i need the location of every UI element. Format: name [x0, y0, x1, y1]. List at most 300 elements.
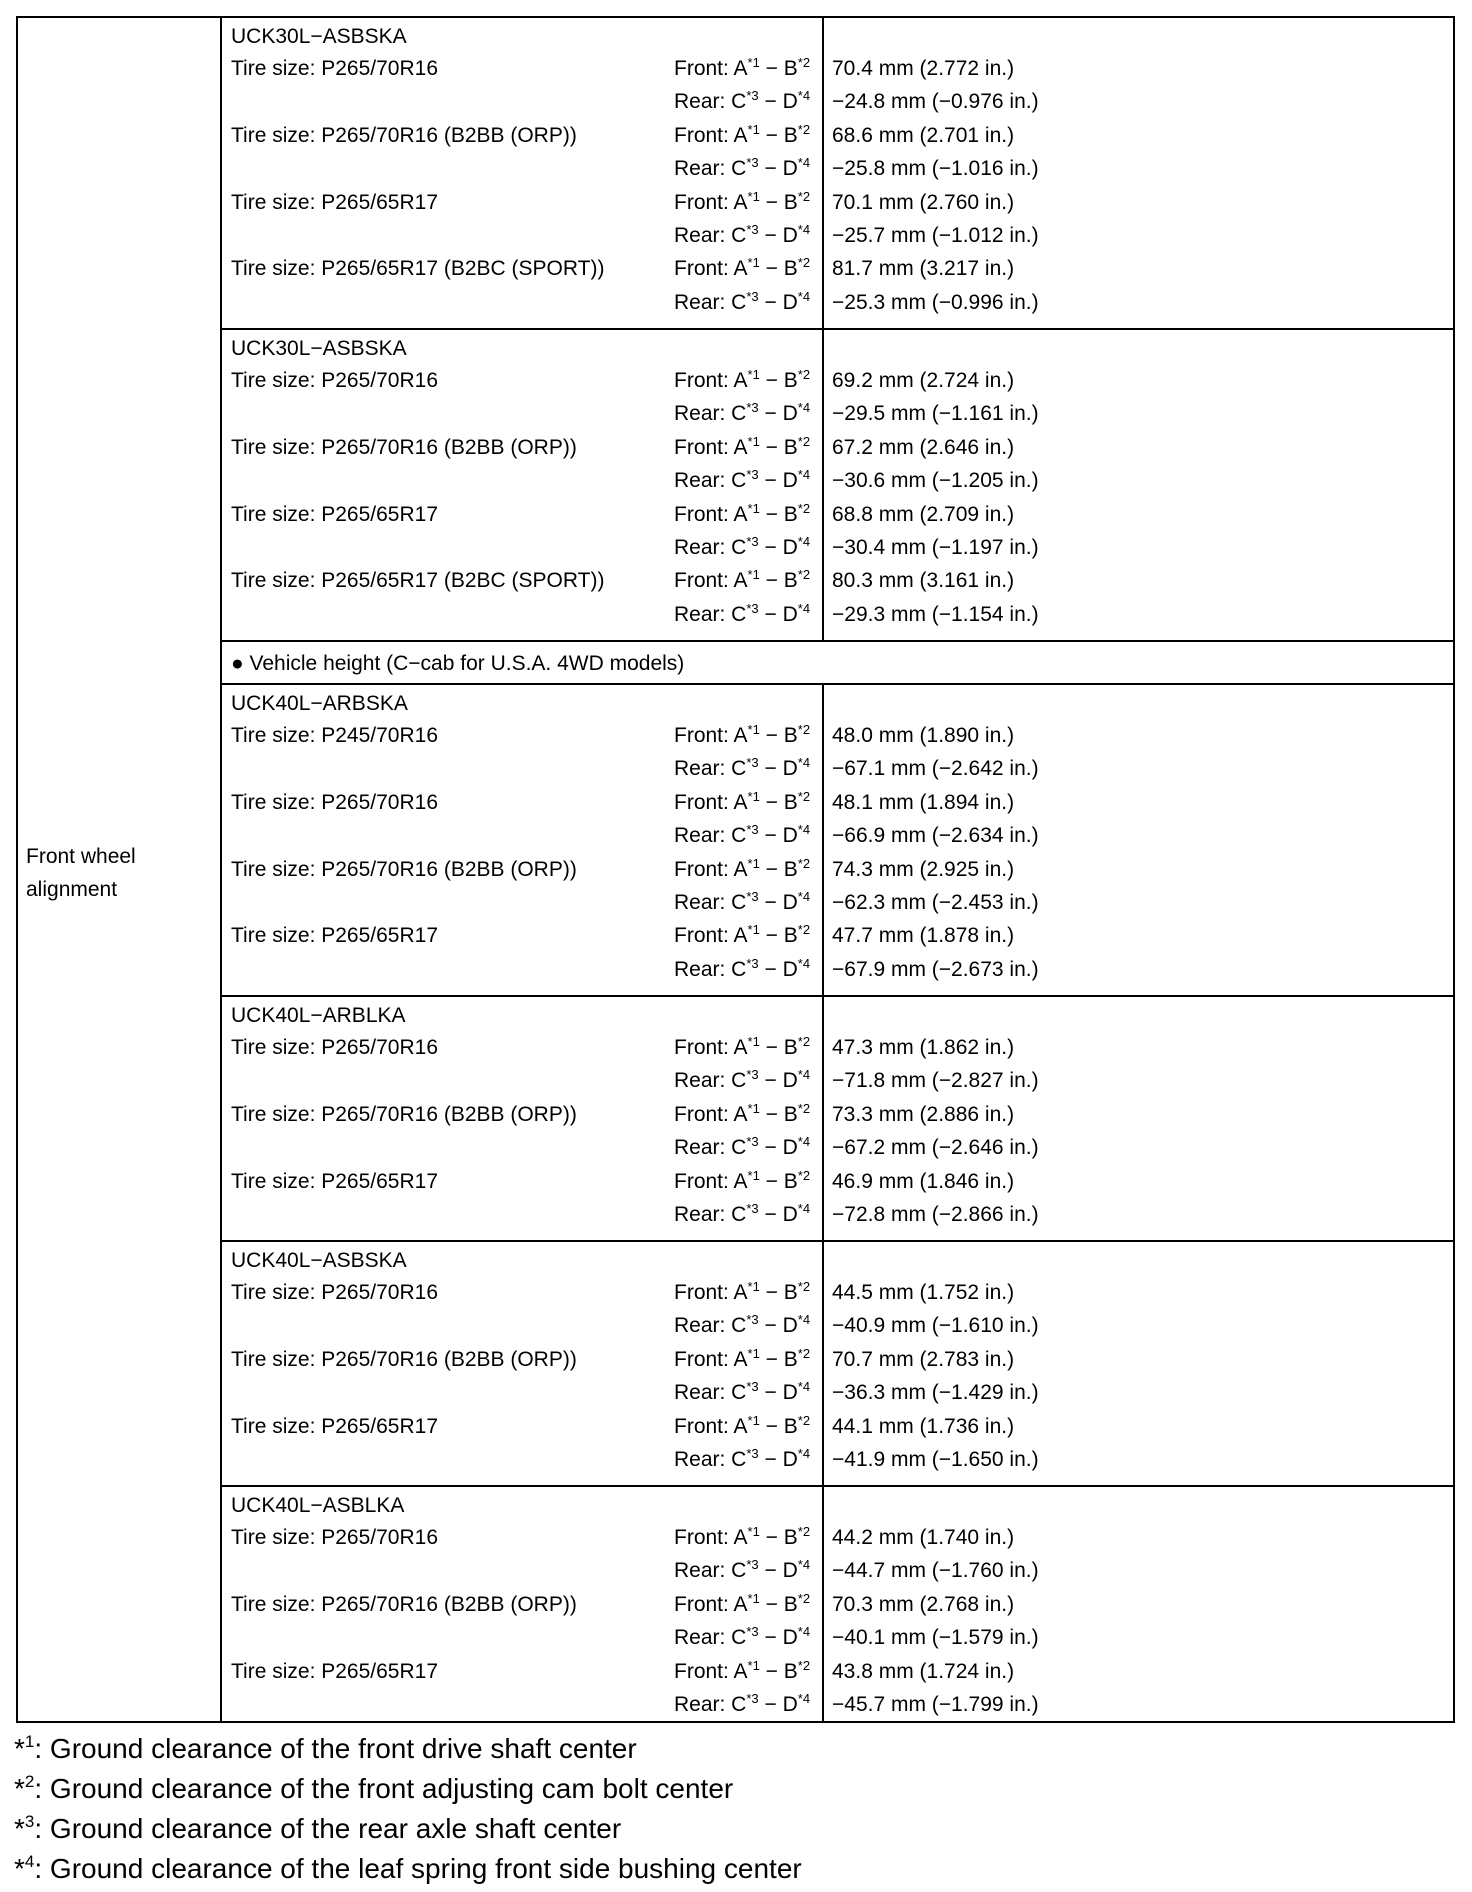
front-value: 81.7 mm (3.217 in.) [832, 257, 1015, 281]
front-position-label [674, 189, 810, 219]
model-code: UCK40L−ARBLKA [231, 1004, 406, 1027]
rear-position-label [674, 88, 810, 118]
label-mid: − D [758, 757, 798, 781]
front-position-label [674, 255, 810, 285]
tire-size: Tire size: P245/70R16 [231, 724, 438, 747]
tire-size: Tire size: P265/65R17 (B2BC (SPORT)) [231, 257, 605, 281]
rear-position-label [674, 289, 810, 319]
footnote-ref: *1 [747, 367, 760, 382]
tire-size: Tire size: P265/70R16 [231, 790, 438, 814]
front-position-label [674, 856, 810, 886]
model-code: UCK40L−ARBSKA [231, 692, 408, 715]
rear-position-label [674, 155, 810, 185]
footnote-ref: *2 [797, 1279, 811, 1294]
label-prefix: Rear: C [674, 1693, 747, 1716]
label-mid: − B [759, 1169, 798, 1193]
label-mid: − D [758, 1203, 798, 1226]
tire-size: Tire size: P265/65R17 [231, 502, 438, 526]
footnote-ref: *3 [746, 88, 759, 104]
rear-value: −36.3 mm (−1.429 in.) [832, 1381, 1039, 1405]
label-prefix: Rear: C [674, 824, 747, 848]
section-heading-row [222, 642, 1453, 685]
alignment-table [16, 16, 1455, 1723]
footnote-ref: *2 [797, 1034, 811, 1049]
footnote-ref: *3 [746, 1201, 759, 1216]
label-prefix: Front: A [674, 190, 748, 214]
label-prefix: Rear: C [674, 90, 747, 114]
label-prefix: Front: A [674, 369, 748, 392]
footnote-ref: *3 [746, 288, 759, 304]
label-mid: − B [759, 369, 798, 392]
tire-size: Tire size: P265/65R17 [231, 1659, 438, 1683]
front-value: 47.3 mm (1.862 in.) [832, 1036, 1015, 1059]
footnote-text: : Ground clearance of the front drive shaft center [34, 1733, 637, 1764]
label-mid: − B [759, 569, 798, 593]
footnote-ref: *4 [797, 1134, 811, 1150]
footnote-text: : Ground clearance of the front adjusting cam bolt center [34, 1773, 734, 1804]
footnote-ref: *4 [797, 88, 811, 104]
footnote-mark: * [14, 1733, 25, 1764]
label-mid: − D [758, 157, 798, 181]
rear-position-label [674, 1691, 810, 1721]
front-position-label [674, 434, 810, 464]
footnote-ref: *2 [797, 567, 811, 583]
tire-size: Tire size: P265/70R16 (B2BB (ORP)) [231, 435, 577, 459]
model-group [222, 1487, 1453, 1721]
footnote-ref: *3 [746, 955, 759, 971]
footnote-ref: *3 [746, 1067, 759, 1083]
front-position-label [674, 122, 810, 152]
footnote-ref: *1 [747, 1345, 760, 1361]
label-prefix: Rear: C [674, 402, 747, 426]
label-mid: − D [758, 1448, 798, 1471]
label-mid: − B [759, 257, 798, 281]
model-group [222, 1242, 1453, 1487]
label-mid: − B [759, 790, 798, 814]
label-mid: − B [759, 1102, 798, 1126]
rear-value: −25.3 mm (−0.996 in.) [832, 290, 1039, 314]
tire-size: Tire size: P265/70R16 (B2BB (ORP)) [231, 1592, 577, 1616]
footnote-ref: *1 [747, 500, 760, 516]
label-prefix: Front: A [674, 1592, 748, 1616]
front-position-label [674, 1346, 810, 1376]
tire-size: Tire size: P265/65R17 (B2BC (SPORT)) [231, 569, 605, 593]
row-label [26, 840, 136, 906]
label-prefix: Front: A [674, 435, 748, 459]
footnote-ref: *1 [747, 1167, 760, 1183]
footnote-text: : Ground clearance of the leaf spring front side bushing center [34, 1853, 802, 1884]
footnote-mark: * [14, 1773, 25, 1804]
rear-position-label [674, 1624, 810, 1654]
rear-position-label [674, 534, 810, 564]
rear-value: −67.1 mm (−2.642 in.) [832, 757, 1039, 781]
footnote-ref: *2 [797, 922, 811, 938]
rear-position-label [674, 1557, 810, 1587]
label-prefix: Rear: C [674, 1136, 747, 1160]
front-position-label [674, 367, 810, 397]
label-prefix: Front: A [674, 1526, 748, 1549]
footnote-ref: *4 [797, 600, 811, 616]
row-label-line: alignment [26, 878, 118, 901]
rear-position-label [674, 822, 810, 852]
rear-value: −72.8 mm (−2.866 in.) [832, 1203, 1039, 1226]
label-mid: − B [759, 1659, 798, 1683]
footnote-ref: *1 [747, 1412, 760, 1428]
rear-position-label [674, 1067, 810, 1097]
rear-position-label [674, 467, 810, 497]
label-mid: − D [758, 224, 798, 247]
label-mid: − D [758, 1069, 798, 1093]
label-prefix: Front: A [674, 724, 748, 747]
tire-size: Tire size: P265/70R16 [231, 1281, 438, 1304]
rear-position-label [674, 400, 810, 430]
front-value: 44.2 mm (1.740 in.) [832, 1526, 1015, 1549]
front-value: 48.0 mm (1.890 in.) [832, 724, 1015, 747]
footnote-ref: *1 [747, 855, 760, 871]
footnote-ref: *3 [746, 1691, 759, 1706]
label-prefix: Rear: C [674, 1626, 747, 1650]
label-mid: − D [758, 1314, 798, 1338]
tire-size: Tire size: P265/70R16 (B2BB (ORP)) [231, 1102, 577, 1126]
footnote-ref: *1 [747, 922, 760, 938]
label-prefix: Front: A [674, 1281, 748, 1304]
footnote-ref: *4 [797, 889, 811, 904]
front-position-label [674, 501, 810, 531]
footnote-ref: *2 [797, 1590, 811, 1606]
front-value: 74.3 mm (2.925 in.) [832, 857, 1015, 881]
label-mid: − B [759, 724, 798, 747]
rear-value: −29.3 mm (−1.154 in.) [832, 602, 1039, 626]
footnote-ref: *3 [746, 889, 759, 904]
footnote-ref: *2 [797, 433, 811, 449]
label-mid: − B [759, 435, 798, 459]
rear-value: −40.1 mm (−1.579 in.) [832, 1626, 1039, 1650]
column-divider [822, 18, 824, 328]
model-code: UCK40L−ASBSKA [231, 1249, 407, 1272]
label-mid: − B [759, 1036, 798, 1059]
footnote-ref: *1 [747, 1524, 760, 1539]
footnote-ref: *1 [747, 188, 760, 204]
rear-position-label [674, 889, 810, 919]
footnote-ref: *4 [797, 1691, 811, 1706]
front-value: 68.8 mm (2.709 in.) [832, 502, 1015, 526]
footnote-ref: *1 [747, 788, 760, 804]
model-group [222, 330, 1453, 642]
footnote-number: 2 [24, 1772, 35, 1791]
rear-value: −44.7 mm (−1.760 in.) [832, 1559, 1039, 1583]
rear-position-label [674, 1134, 810, 1164]
footnote-ref: *3 [746, 1134, 759, 1150]
row-label-line: Front wheel [26, 845, 136, 868]
label-prefix: Front: A [674, 1659, 748, 1683]
footnote-mark: * [14, 1813, 25, 1844]
footnote-ref: *3 [746, 1557, 759, 1573]
front-position-label [674, 789, 810, 819]
rear-value: −29.5 mm (−1.161 in.) [832, 402, 1039, 426]
column-divider [822, 1242, 824, 1485]
front-position-label [674, 55, 810, 85]
label-mid: − D [758, 891, 798, 914]
rear-value: −62.3 mm (−2.453 in.) [832, 891, 1039, 914]
footnote-ref: *1 [747, 255, 760, 271]
front-value: 70.1 mm (2.760 in.) [832, 190, 1015, 214]
label-mid: − B [759, 1526, 798, 1549]
tire-size: Tire size: P265/70R16 [231, 1526, 438, 1549]
footnote-ref: *3 [746, 534, 759, 549]
label-mid: − D [758, 90, 798, 114]
label-mid: − B [759, 123, 798, 147]
front-value: 44.5 mm (1.752 in.) [832, 1281, 1015, 1304]
label-mid: − D [758, 957, 798, 981]
front-value: 70.4 mm (2.772 in.) [832, 57, 1015, 80]
footnote-ref: *4 [797, 1067, 811, 1083]
footnote-ref: *2 [797, 1167, 811, 1183]
rear-value: −40.9 mm (−1.610 in.) [832, 1314, 1039, 1338]
rear-position-label [674, 1379, 810, 1409]
footnote-ref: *4 [797, 1624, 811, 1640]
front-position-label [674, 1658, 810, 1688]
tire-size: Tire size: P265/65R17 [231, 1414, 438, 1438]
front-position-label [674, 1034, 810, 1064]
rear-value: −66.9 mm (−2.634 in.) [832, 824, 1039, 848]
footnote-ref: *3 [746, 222, 759, 237]
label-prefix: Rear: C [674, 157, 747, 181]
front-value: 68.6 mm (2.701 in.) [832, 123, 1015, 147]
front-value: 69.2 mm (2.724 in.) [832, 369, 1015, 392]
label-prefix: Rear: C [674, 536, 747, 559]
label-mid: − D [758, 1136, 798, 1160]
label-prefix: Rear: C [674, 1314, 747, 1338]
label-prefix: Front: A [674, 57, 748, 80]
rear-value: −25.7 mm (−1.012 in.) [832, 224, 1039, 247]
model-group [222, 685, 1453, 997]
footnote-ref: *2 [797, 1657, 811, 1673]
vehicle-height-heading: ● Vehicle height (C−cab for U.S.A. 4WD models) [231, 652, 685, 675]
footnote-ref: *2 [797, 1100, 811, 1116]
footnote-ref: *1 [747, 1279, 760, 1294]
footnote-ref: *1 [747, 567, 760, 583]
column-divider [822, 685, 824, 995]
footnote-ref: *1 [747, 55, 760, 70]
label-mid: − D [758, 1626, 798, 1650]
footnote-ref: *2 [797, 500, 811, 516]
rear-value: −30.6 mm (−1.205 in.) [832, 469, 1039, 493]
footnote-ref: *3 [746, 1312, 759, 1328]
footnote-ref: *2 [797, 722, 811, 737]
footnote-ref: *4 [797, 1312, 811, 1328]
label-mid: − B [759, 857, 798, 881]
label-prefix: Rear: C [674, 891, 747, 914]
footnote-ref: *3 [746, 155, 759, 171]
footnote-ref: *4 [797, 467, 811, 483]
rear-value: −67.2 mm (−2.646 in.) [832, 1136, 1039, 1160]
front-value: 48.1 mm (1.894 in.) [832, 790, 1015, 814]
label-mid: − D [758, 1559, 798, 1583]
tire-size: Tire size: P265/65R17 [231, 190, 438, 214]
label-prefix: Rear: C [674, 224, 747, 247]
rear-value: −71.8 mm (−2.827 in.) [832, 1069, 1039, 1093]
column-divider [822, 330, 824, 640]
footnote-number: 1 [24, 1732, 35, 1751]
footnote-ref: *4 [797, 534, 811, 549]
footnote-ref: *1 [747, 722, 760, 737]
footnote-item [14, 1811, 621, 1851]
label-mid: − D [758, 469, 798, 493]
front-value: 46.9 mm (1.846 in.) [832, 1169, 1015, 1193]
footnote-ref: *4 [797, 755, 811, 771]
footnote-number: 3 [24, 1812, 35, 1831]
front-value: 67.2 mm (2.646 in.) [832, 435, 1015, 459]
label-mid: − B [759, 1281, 798, 1304]
rear-value: −30.4 mm (−1.197 in.) [832, 536, 1039, 559]
label-mid: − B [759, 1592, 798, 1616]
tire-size: Tire size: P265/70R16 [231, 57, 438, 80]
label-prefix: Rear: C [674, 602, 747, 626]
footnote-ref: *4 [797, 1446, 811, 1461]
footnote-mark: * [14, 1853, 25, 1884]
footnote-ref: *4 [797, 155, 811, 171]
footnote-ref: *1 [747, 1034, 760, 1049]
label-prefix: Rear: C [674, 1203, 747, 1226]
label-prefix: Rear: C [674, 1069, 747, 1093]
label-mid: − D [758, 536, 798, 559]
label-mid: − B [759, 924, 798, 948]
front-value: 70.7 mm (2.783 in.) [832, 1347, 1015, 1371]
label-prefix: Front: A [674, 1347, 748, 1371]
footnote-ref: *2 [797, 1412, 811, 1428]
label-prefix: Front: A [674, 1414, 748, 1438]
front-position-label [674, 922, 810, 952]
front-value: 80.3 mm (3.161 in.) [832, 569, 1015, 593]
front-position-label [674, 722, 810, 752]
front-value: 73.3 mm (2.886 in.) [832, 1102, 1015, 1126]
model-code: UCK30L−ASBSKA [231, 337, 407, 360]
footnote-ref: *4 [797, 822, 811, 838]
row-label-cell [18, 18, 222, 1721]
label-prefix: Rear: C [674, 469, 747, 493]
label-mid: − B [759, 502, 798, 526]
label-prefix: Front: A [674, 1102, 748, 1126]
front-position-label [674, 1168, 810, 1198]
rear-value: −67.9 mm (−2.673 in.) [832, 957, 1039, 981]
footnote-ref: *4 [797, 1201, 811, 1216]
footnote-ref: *3 [746, 600, 759, 616]
rear-value: −41.9 mm (−1.650 in.) [832, 1448, 1039, 1471]
rear-value: −24.8 mm (−0.976 in.) [832, 90, 1039, 114]
front-position-label [674, 1101, 810, 1131]
label-prefix: Front: A [674, 123, 748, 147]
footnote-ref: *1 [747, 433, 760, 449]
footnote-ref: *4 [797, 400, 811, 416]
tire-size: Tire size: P265/65R17 [231, 1169, 438, 1193]
footnote-ref: *2 [797, 121, 811, 137]
label-prefix: Front: A [674, 502, 748, 526]
footnote-ref: *2 [797, 255, 811, 271]
footnote-ref: *3 [746, 1446, 759, 1461]
rear-position-label [674, 1201, 810, 1231]
footnote-ref: *4 [797, 1557, 811, 1573]
label-prefix: Rear: C [674, 957, 747, 981]
footnote-ref: *2 [797, 1524, 811, 1539]
footnote-ref: *3 [746, 1624, 759, 1640]
footnote-ref: *2 [797, 788, 811, 804]
footnote-item [14, 1851, 802, 1891]
tire-size: Tire size: P265/70R16 [231, 369, 438, 392]
front-position-label [674, 1279, 810, 1309]
footnote-ref: *2 [797, 55, 811, 70]
label-prefix: Rear: C [674, 1448, 747, 1471]
footnote-ref: *3 [746, 1379, 759, 1395]
front-value: 44.1 mm (1.736 in.) [832, 1414, 1015, 1438]
label-prefix: Rear: C [674, 757, 747, 781]
rear-position-label [674, 956, 810, 986]
label-mid: − D [758, 402, 798, 426]
footnote-number: 4 [24, 1852, 35, 1871]
label-prefix: Rear: C [674, 290, 747, 314]
label-mid: − B [759, 1414, 798, 1438]
model-code: UCK30L−ASBSKA [231, 25, 407, 48]
label-prefix: Front: A [674, 1169, 748, 1193]
front-position-label [674, 1591, 810, 1621]
label-mid: − D [758, 1693, 798, 1716]
label-prefix: Rear: C [674, 1381, 747, 1405]
footnote-ref: *2 [797, 367, 811, 382]
footnote-item [14, 1731, 637, 1771]
tire-size: Tire size: P265/70R16 (B2BB (ORP)) [231, 123, 577, 147]
label-prefix: Front: A [674, 857, 748, 881]
footnote-ref: *3 [746, 467, 759, 483]
front-position-label [674, 567, 810, 597]
footnote-text: : Ground clearance of the rear axle shaft center [34, 1813, 622, 1844]
column-divider [822, 997, 824, 1240]
label-prefix: Front: A [674, 1036, 748, 1059]
footnote-ref: *1 [747, 1100, 760, 1116]
front-position-label [674, 1524, 810, 1554]
rear-value: −45.7 mm (−1.799 in.) [832, 1693, 1039, 1716]
rear-value: −25.8 mm (−1.016 in.) [832, 157, 1039, 181]
tire-size: Tire size: P265/65R17 [231, 924, 438, 948]
footnote-ref: *4 [797, 1379, 811, 1395]
model-group [222, 18, 1453, 330]
footnote-ref: *4 [797, 288, 811, 304]
front-value: 47.7 mm (1.878 in.) [832, 924, 1015, 948]
rear-position-label [674, 222, 810, 252]
model-group [222, 997, 1453, 1242]
footnote-item [14, 1771, 733, 1811]
label-mid: − D [758, 602, 798, 626]
footnote-ref: *3 [746, 400, 759, 416]
footnote-ref: *1 [747, 121, 760, 137]
column-divider [822, 1487, 824, 1721]
label-mid: − D [758, 1381, 798, 1405]
tire-size: Tire size: P265/70R16 [231, 1036, 438, 1059]
label-prefix: Rear: C [674, 1559, 747, 1583]
label-prefix: Front: A [674, 257, 748, 281]
front-value: 43.8 mm (1.724 in.) [832, 1659, 1015, 1683]
tire-size: Tire size: P265/70R16 (B2BB (ORP)) [231, 857, 577, 881]
label-mid: − D [758, 290, 798, 314]
label-prefix: Front: A [674, 790, 748, 814]
front-value: 70.3 mm (2.768 in.) [832, 1592, 1015, 1616]
footnote-ref: *2 [797, 188, 811, 204]
label-mid: − D [758, 824, 798, 848]
front-position-label [674, 1413, 810, 1443]
footnote-ref: *1 [747, 1590, 760, 1606]
model-code: UCK40L−ASBLKA [231, 1494, 405, 1517]
footnote-ref: *4 [797, 955, 811, 971]
rear-position-label [674, 1446, 810, 1476]
label-prefix: Front: A [674, 569, 748, 593]
